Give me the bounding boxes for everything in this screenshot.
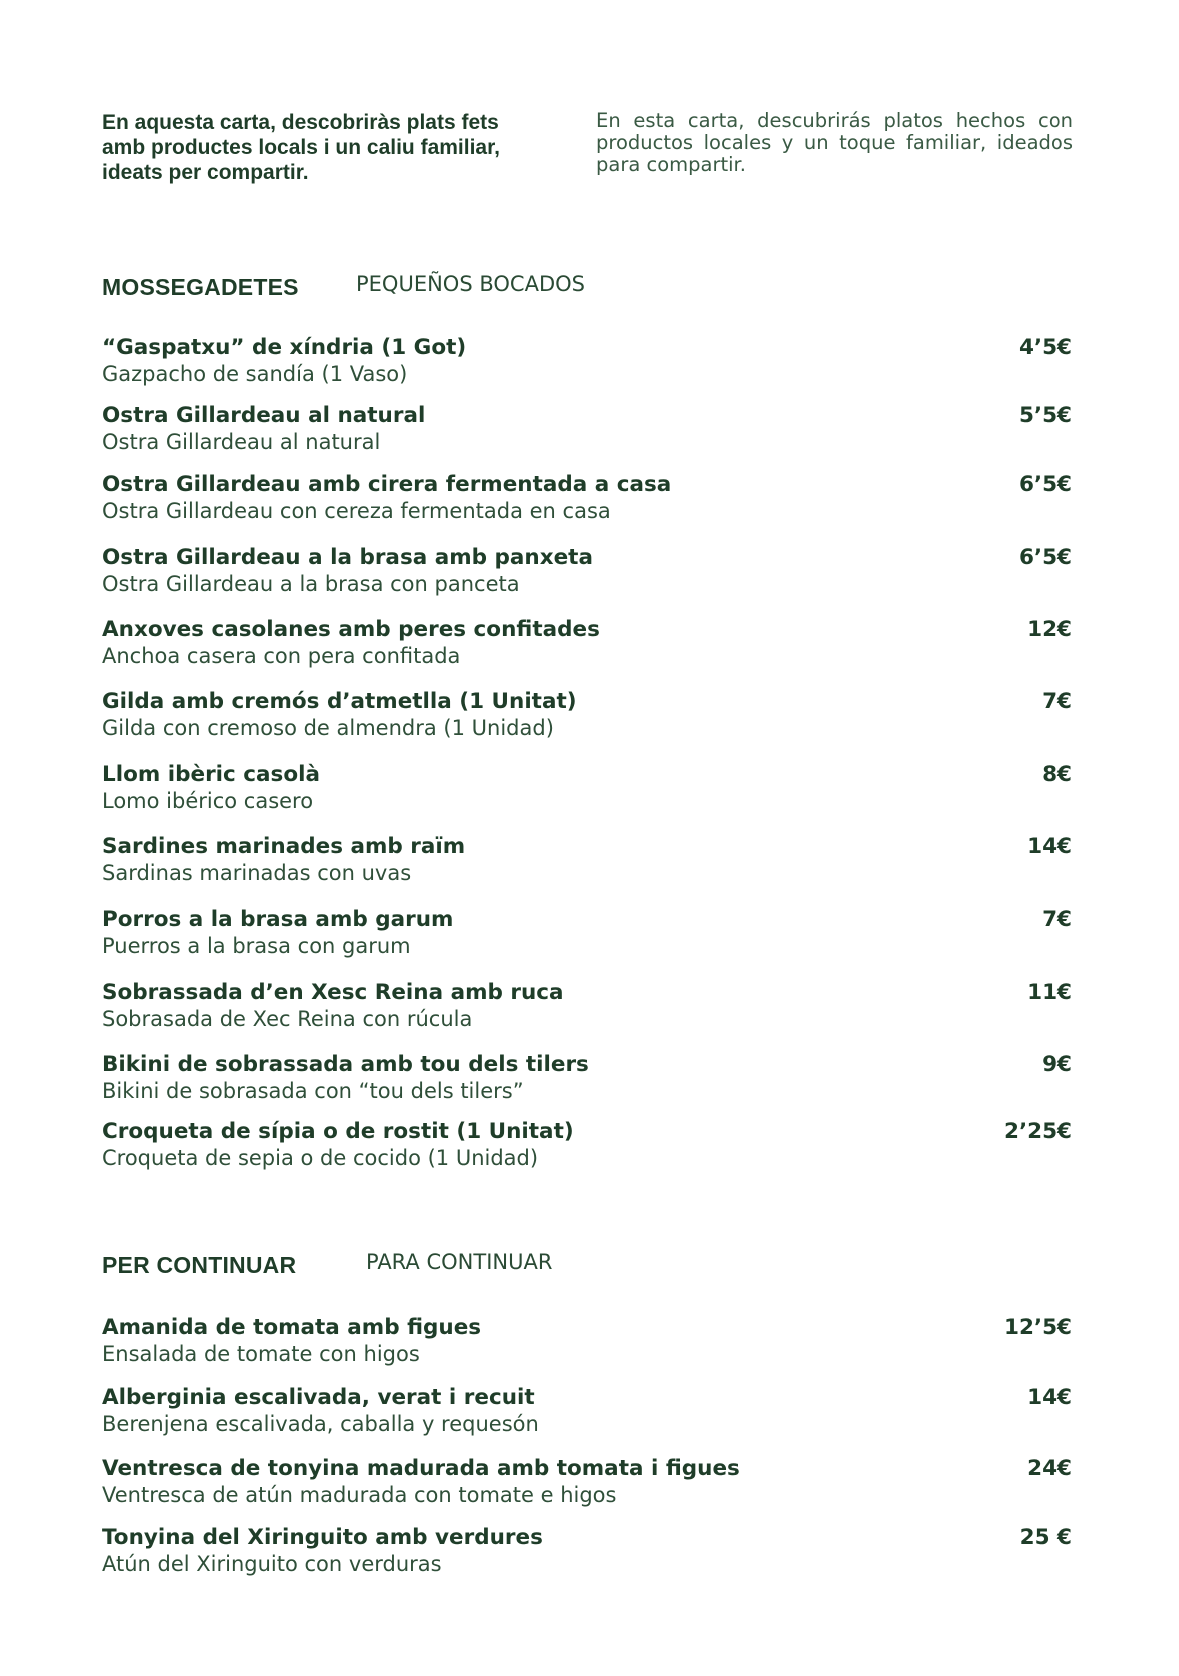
section-header xyxy=(102,274,1072,314)
item-price: 6’5€ xyxy=(1018,545,1072,570)
menu-item xyxy=(102,471,1072,524)
item-name-spanish: Atún del Xiringuito con verduras xyxy=(102,1552,442,1576)
item-name-catalan: Porros a la brasa amb garum xyxy=(102,907,454,932)
item-name-spanish: Ensalada de tomate con higos xyxy=(102,1342,420,1366)
item-price: 11€ xyxy=(1027,980,1072,1005)
item-price: 8€ xyxy=(1042,762,1072,787)
item-name-catalan: Ostra Gillardeau al natural xyxy=(102,403,426,428)
item-name-spanish: Ostra Gillardeau a la brasa con panceta xyxy=(102,572,520,596)
item-name-spanish: Anchoa casera con pera confitada xyxy=(102,644,461,668)
item-name-catalan: Gilda amb cremós d’atmetlla (1 Unitat) xyxy=(102,689,577,714)
item-price: 14€ xyxy=(1027,834,1072,859)
menu-item xyxy=(102,1051,1072,1104)
item-price: 9€ xyxy=(1042,1052,1072,1077)
item-price: 2’25€ xyxy=(1003,1119,1072,1144)
menu-item xyxy=(102,1524,1072,1577)
section-title-catalan: PER CONTINUAR xyxy=(102,1252,297,1278)
item-name-spanish: Bikini de sobrasada con “tou dels tilers” xyxy=(102,1079,524,1103)
item-price: 6’5€ xyxy=(1018,472,1072,497)
menu-item xyxy=(102,1314,1072,1367)
item-name-spanish: Ostra Gillardeau al natural xyxy=(102,430,381,454)
item-name-catalan: Croqueta de sípia o de rostit (1 Unitat) xyxy=(102,1119,574,1144)
menu-item xyxy=(102,906,1072,959)
menu-item xyxy=(102,334,1072,387)
menu-item xyxy=(102,544,1072,597)
item-name-catalan: “Gaspatxu” de xíndria (1 Got) xyxy=(102,335,467,360)
item-name-catalan: Bikini de sobrassada amb tou dels tilers xyxy=(102,1052,589,1077)
section-header xyxy=(102,1252,1072,1292)
item-name-catalan: Anxoves casolanes amb peres confitades xyxy=(102,617,600,642)
section-per-continuar xyxy=(102,1252,1072,1292)
menu-item xyxy=(102,1455,1072,1508)
menu-item xyxy=(102,688,1072,741)
item-price: 14€ xyxy=(1027,1385,1072,1410)
item-price: 7€ xyxy=(1042,907,1072,932)
item-name-spanish: Croqueta de sepia o de cocido (1 Unidad) xyxy=(102,1146,539,1170)
item-name-spanish: Sobrasada de Xec Reina con rúcula xyxy=(102,1007,473,1031)
item-name-catalan: Tonyina del Xiringuito amb verdures xyxy=(102,1525,543,1550)
section-title-spanish: PEQUEÑOS BOCADOS xyxy=(356,272,585,296)
item-price: 25 € xyxy=(1019,1525,1072,1550)
item-price: 4’5€ xyxy=(1018,335,1072,360)
menu-item xyxy=(102,761,1072,814)
item-price: 12’5€ xyxy=(1003,1315,1072,1340)
section-mossegadetes xyxy=(102,274,1072,314)
menu-item xyxy=(102,979,1072,1032)
item-name-catalan: Amanida de tomata amb figues xyxy=(102,1315,482,1340)
item-name-spanish: Puerros a la brasa con garum xyxy=(102,934,411,958)
item-name-spanish: Ventresca de atún madurada con tomate e higos xyxy=(102,1483,617,1507)
item-name-catalan: Ventresca de tonyina madurada amb tomata i figues xyxy=(102,1456,740,1481)
item-name-spanish: Gilda con cremoso de almendra (1 Unidad) xyxy=(102,716,554,740)
menu-item xyxy=(102,616,1072,669)
menu-item xyxy=(102,1384,1072,1437)
item-name-spanish: Lomo ibérico casero xyxy=(102,789,314,813)
menu-item xyxy=(102,1118,1072,1171)
item-price: 5’5€ xyxy=(1018,403,1072,428)
menu-item xyxy=(102,833,1072,886)
item-name-spanish: Ostra Gillardeau con cereza fermentada en casa xyxy=(102,499,611,523)
item-name-catalan: Llom ibèric casolà xyxy=(102,762,320,787)
item-price: 7€ xyxy=(1042,689,1072,714)
item-name-spanish: Berenjena escalivada, caballa y requesón xyxy=(102,1412,539,1436)
item-name-spanish: Gazpacho de sandía (1 Vaso) xyxy=(102,362,408,386)
item-price: 24€ xyxy=(1027,1456,1072,1481)
section-title-spanish: PARA CONTINUAR xyxy=(366,1250,553,1274)
item-name-catalan: Ostra Gillardeau a la brasa amb panxeta xyxy=(102,545,593,570)
item-name-catalan: Sardines marinades amb raïm xyxy=(102,834,466,859)
item-name-catalan: Sobrassada d’en Xesc Reina amb ruca xyxy=(102,980,564,1005)
intro-spanish: En esta carta, descubrirás platos hechos con productos locales y un toque familiar, ideados para compartir. xyxy=(596,109,1073,176)
item-price: 12€ xyxy=(1027,617,1072,642)
intro-catalan: En aquesta carta, descobriràs plats fets amb productes locals i un caliu familiar, ideats per compartir. xyxy=(102,111,500,184)
item-name-spanish: Sardinas marinadas con uvas xyxy=(102,861,412,885)
item-name-catalan: Alberginia escalivada, verat i recuit xyxy=(102,1385,535,1410)
item-name-catalan: Ostra Gillardeau amb cirera fermentada a casa xyxy=(102,472,672,497)
section-title-catalan: MOSSEGADETES xyxy=(102,274,299,300)
menu-item xyxy=(102,402,1072,455)
